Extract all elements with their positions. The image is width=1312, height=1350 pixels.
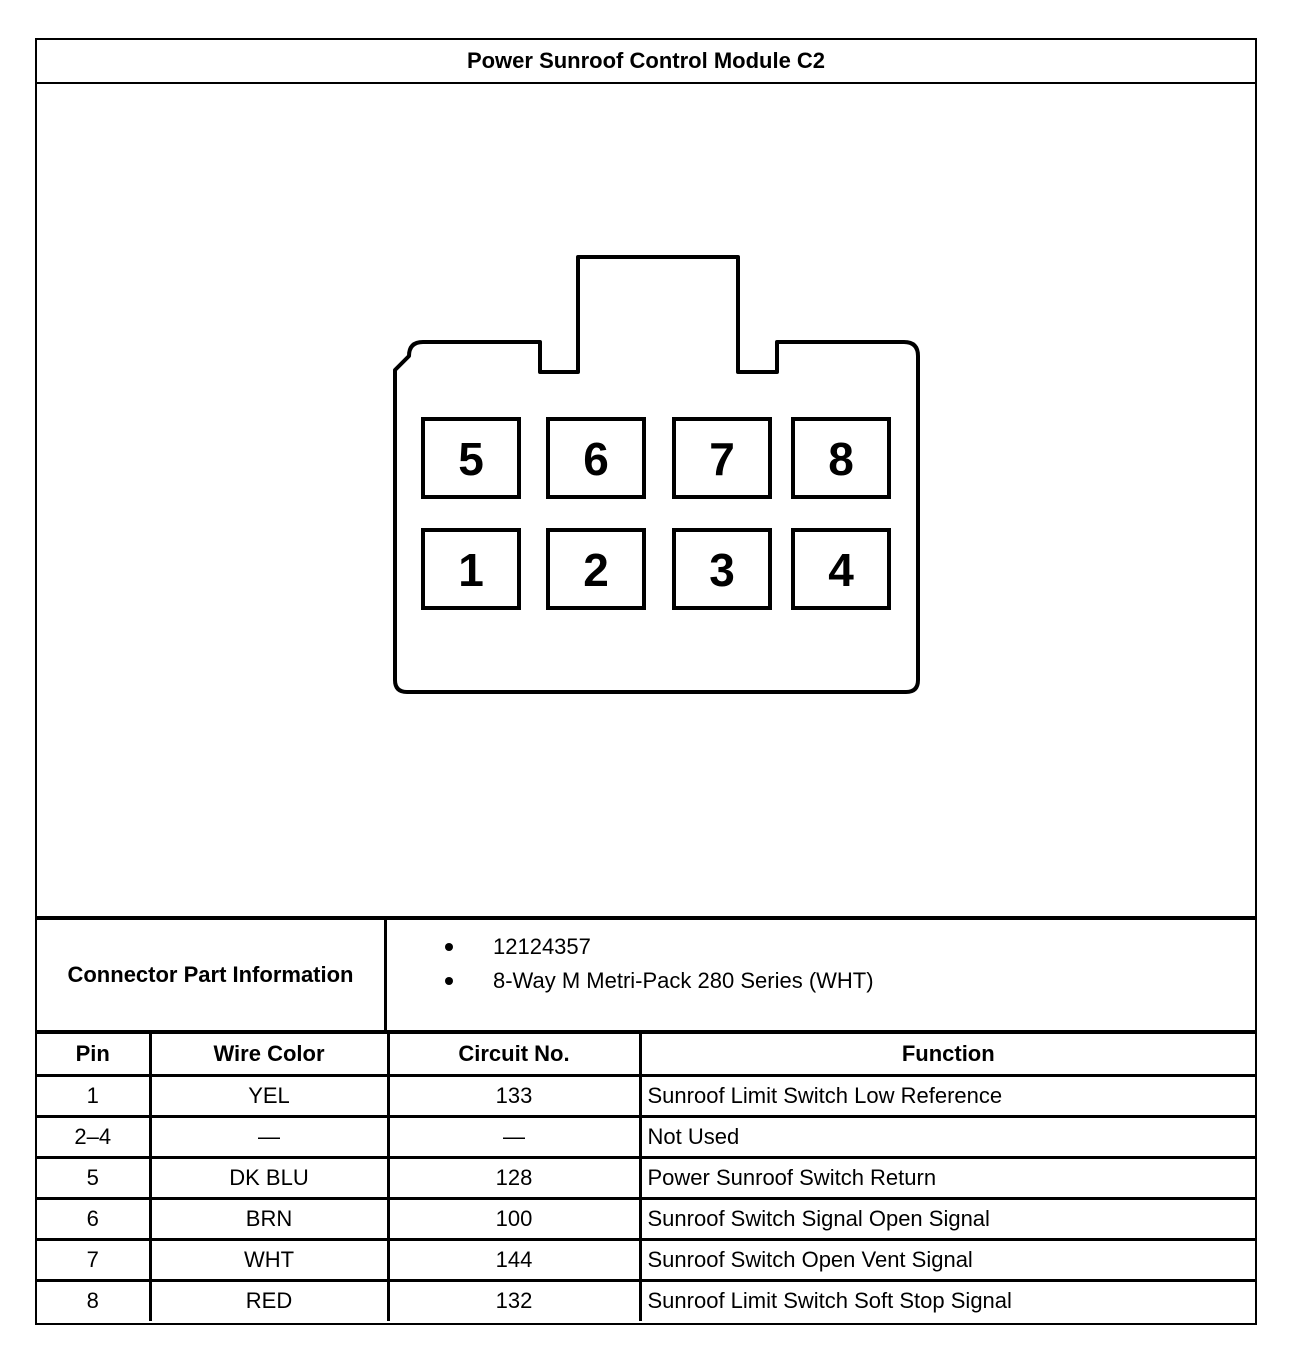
pin-number-6: 6 (583, 433, 609, 485)
pin-cell: 8 (37, 1280, 150, 1321)
wire-color-cell: — (150, 1116, 388, 1157)
table-row (37, 1075, 1255, 1116)
table-header-row (37, 1034, 1255, 1075)
column-header-function: Function (640, 1034, 1255, 1075)
function-cell: Sunroof Switch Open Vent Signal (640, 1239, 1255, 1280)
table-row (37, 1157, 1255, 1198)
pin-cell: 6 (37, 1198, 150, 1239)
circuit-cell: 100 (388, 1198, 640, 1239)
connector-series: 8-Way M Metri-Pack 280 Series (WHT) (493, 968, 874, 993)
part-info-label: Connector Part Information (37, 920, 387, 1030)
function-cell: Not Used (640, 1116, 1255, 1157)
pin-number-5: 5 (458, 433, 484, 485)
part-info-item (387, 964, 874, 998)
table-row (37, 1198, 1255, 1239)
pin-number-3: 3 (709, 544, 735, 596)
wire-color-cell: DK BLU (150, 1157, 388, 1198)
part-number: 12124357 (493, 934, 591, 959)
table-row (37, 1116, 1255, 1157)
connector-part-information (37, 916, 1255, 1034)
column-header-circuit: Circuit No. (388, 1034, 640, 1075)
function-cell: Sunroof Limit Switch Soft Stop Signal (647, 1288, 1012, 1314)
pin-number-1: 1 (458, 544, 484, 596)
part-info-item (387, 930, 874, 964)
pin-cell: 5 (37, 1157, 150, 1198)
circuit-cell: 144 (388, 1239, 640, 1280)
pin-number-2: 2 (583, 544, 609, 596)
circuit-cell: 133 (388, 1075, 640, 1116)
table-row (37, 1280, 1255, 1321)
wire-color-cell: WHT (150, 1239, 388, 1280)
bullet-icon (445, 943, 453, 951)
connector-face-drawing (37, 84, 1255, 916)
table-row (37, 1239, 1255, 1280)
connector-sheet (35, 38, 1257, 1325)
pinout-table (37, 1034, 1255, 1321)
circuit-cell: 128 (388, 1157, 640, 1198)
wire-color-cell: BRN (150, 1198, 388, 1239)
function-cell: Power Sunroof Switch Return (640, 1157, 1255, 1198)
connector-diagram (37, 84, 1255, 916)
circuit-cell: 132 (388, 1280, 640, 1321)
circuit-cell: — (388, 1116, 640, 1157)
pin-number-4: 4 (828, 544, 854, 596)
column-header-wire-color: Wire Color (150, 1034, 388, 1075)
column-header-pin: Pin (37, 1034, 150, 1075)
pin-cell: 2–4 (37, 1116, 150, 1157)
pin-number-7: 7 (709, 433, 735, 485)
pin-cell: 1 (37, 1075, 150, 1116)
bullet-icon (445, 977, 453, 985)
wire-color-cell: RED (150, 1280, 388, 1321)
function-cell: Sunroof Switch Signal Open Signal (640, 1198, 1255, 1239)
function-cell: Sunroof Limit Switch Low Reference (640, 1075, 1255, 1116)
page-title: Power Sunroof Control Module C2 (37, 40, 1255, 84)
wire-color-cell: YEL (150, 1075, 388, 1116)
part-info-list (387, 930, 874, 998)
pin-number-8: 8 (828, 433, 854, 485)
pin-cell: 7 (37, 1239, 150, 1280)
